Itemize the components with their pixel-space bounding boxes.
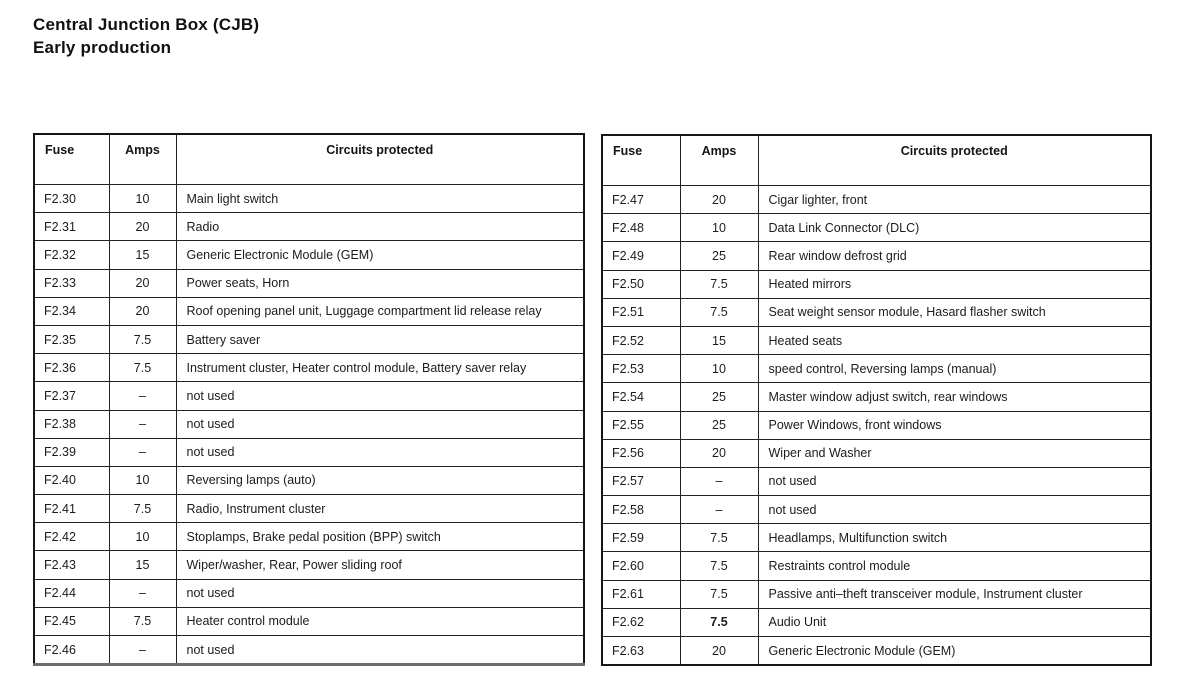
fuse-cell: F2.53 (602, 355, 680, 383)
fuse-cell: F2.59 (602, 524, 680, 552)
amps-cell: 20 (680, 637, 758, 666)
circuit-cell: not used (176, 579, 584, 607)
circuit-cell: Heater control module (176, 607, 584, 635)
table-row (602, 467, 1151, 495)
circuit-cell: Instrument cluster, Heater control module, Battery saver relay (176, 354, 584, 382)
circuit-cell: Heated seats (758, 326, 1151, 354)
circuit-cell: Heated mirrors (758, 270, 1151, 298)
circuit-cell: Stoplamps, Brake pedal position (BPP) switch (176, 523, 584, 551)
table-row (34, 325, 584, 353)
fuse-cell: F2.55 (602, 411, 680, 439)
amps-cell: 10 (680, 355, 758, 383)
fuse-cell: F2.41 (34, 495, 109, 523)
amps-cell: 15 (109, 241, 176, 269)
amps-cell: – (109, 410, 176, 438)
table-row (34, 354, 584, 382)
table-row (602, 608, 1151, 636)
amps-cell: 10 (109, 466, 176, 494)
amps-cell: 7.5 (109, 607, 176, 635)
page-title-line1: Central Junction Box (CJB) (33, 15, 260, 34)
circuit-cell: not used (758, 496, 1151, 524)
table-row (34, 466, 584, 494)
table-row (602, 496, 1151, 524)
page-title-line2: Early production (33, 38, 172, 57)
amps-cell: 7.5 (680, 552, 758, 580)
amps-cell: 7.5 (109, 325, 176, 353)
fuse-cell: F2.34 (34, 297, 109, 325)
circuit-cell: not used (176, 438, 584, 466)
fuse-cell: F2.58 (602, 496, 680, 524)
amps-cell: 7.5 (109, 495, 176, 523)
circuit-cell: not used (176, 636, 584, 665)
amps-cell: – (109, 636, 176, 665)
table-row (34, 579, 584, 607)
table-row (602, 242, 1151, 270)
table-row (34, 269, 584, 297)
column-header-fuse: Fuse (34, 134, 109, 185)
circuit-cell: Radio (176, 213, 584, 241)
fuse-table-right (601, 134, 1152, 666)
table-row (602, 298, 1151, 326)
circuit-cell: Roof opening panel unit, Luggage compartment lid release relay (176, 297, 584, 325)
circuit-cell: not used (758, 467, 1151, 495)
fuse-cell: F2.35 (34, 325, 109, 353)
circuit-cell: Reversing lamps (auto) (176, 466, 584, 494)
table-row (602, 355, 1151, 383)
fuse-cell: F2.40 (34, 466, 109, 494)
column-header-fuse: Fuse (602, 135, 680, 186)
table-row (34, 241, 584, 269)
amps-cell: 20 (680, 439, 758, 467)
amps-cell: 7.5 (680, 524, 758, 552)
circuit-cell: Audio Unit (758, 608, 1151, 636)
circuit-cell: Passive anti–theft transceiver module, Instrument cluster (758, 580, 1151, 608)
circuit-cell: Master window adjust switch, rear windows (758, 383, 1151, 411)
circuit-cell: Main light switch (176, 185, 584, 213)
circuit-cell: Power seats, Horn (176, 269, 584, 297)
circuit-cell: Generic Electronic Module (GEM) (758, 637, 1151, 666)
fuse-table-left (33, 133, 585, 666)
fuse-cell: F2.62 (602, 608, 680, 636)
circuit-cell: Radio, Instrument cluster (176, 495, 584, 523)
circuit-cell: Data Link Connector (DLC) (758, 214, 1151, 242)
fuse-cell: F2.33 (34, 269, 109, 297)
header-row (34, 134, 584, 185)
table-row (34, 636, 584, 665)
fuse-cell: F2.38 (34, 410, 109, 438)
table-row (602, 214, 1151, 242)
fuse-cell: F2.46 (34, 636, 109, 665)
fuse-cell: F2.32 (34, 241, 109, 269)
fuse-cell: F2.30 (34, 185, 109, 213)
fuse-cell: F2.42 (34, 523, 109, 551)
fuse-cell: F2.61 (602, 580, 680, 608)
amps-cell: 7.5 (680, 270, 758, 298)
table-row (34, 551, 584, 579)
circuit-cell: speed control, Reversing lamps (manual) (758, 355, 1151, 383)
page-title (33, 13, 259, 59)
amps-cell: 15 (109, 551, 176, 579)
table-row (602, 383, 1151, 411)
amps-cell: – (680, 496, 758, 524)
circuit-cell: Wiper/washer, Rear, Power sliding roof (176, 551, 584, 579)
table-row (602, 270, 1151, 298)
amps-cell: 7.5 (680, 608, 758, 636)
amps-cell: 20 (109, 269, 176, 297)
header-row (602, 135, 1151, 186)
amps-cell: – (109, 438, 176, 466)
amps-cell: – (109, 579, 176, 607)
table-row (34, 410, 584, 438)
fuse-cell: F2.50 (602, 270, 680, 298)
amps-cell: 10 (109, 185, 176, 213)
fuse-cell: F2.57 (602, 467, 680, 495)
fuse-cell: F2.49 (602, 242, 680, 270)
table-row (34, 495, 584, 523)
amps-cell: 7.5 (680, 298, 758, 326)
amps-cell: 20 (109, 213, 176, 241)
table-row (34, 607, 584, 635)
table-row (602, 326, 1151, 354)
table-row (34, 213, 584, 241)
circuit-cell: Generic Electronic Module (GEM) (176, 241, 584, 269)
circuit-cell: Headlamps, Multifunction switch (758, 524, 1151, 552)
circuit-cell: Wiper and Washer (758, 439, 1151, 467)
amps-cell: 20 (109, 297, 176, 325)
fuse-cell: F2.51 (602, 298, 680, 326)
fuse-cell: F2.43 (34, 551, 109, 579)
amps-cell: – (109, 382, 176, 410)
circuit-cell: Cigar lighter, front (758, 186, 1151, 214)
circuit-cell: Power Windows, front windows (758, 411, 1151, 439)
table-row (602, 439, 1151, 467)
circuit-cell: Restraints control module (758, 552, 1151, 580)
amps-cell: – (680, 467, 758, 495)
fuse-cell: F2.54 (602, 383, 680, 411)
column-header-amps: Amps (680, 135, 758, 186)
amps-cell: 7.5 (680, 580, 758, 608)
table-row (602, 552, 1151, 580)
table-row (602, 411, 1151, 439)
table-row (602, 637, 1151, 666)
fuse-cell: F2.31 (34, 213, 109, 241)
column-header-circuits: Circuits protected (758, 135, 1151, 186)
amps-cell: 10 (680, 214, 758, 242)
fuse-cell: F2.48 (602, 214, 680, 242)
fuse-cell: F2.37 (34, 382, 109, 410)
amps-cell: 7.5 (109, 354, 176, 382)
amps-cell: 15 (680, 326, 758, 354)
table-row (34, 185, 584, 213)
fuse-cell: F2.52 (602, 326, 680, 354)
fuse-cell: F2.56 (602, 439, 680, 467)
circuit-cell: not used (176, 382, 584, 410)
table-row (34, 297, 584, 325)
fuse-cell: F2.45 (34, 607, 109, 635)
column-header-circuits: Circuits protected (176, 134, 584, 185)
fuse-cell: F2.63 (602, 637, 680, 666)
amps-cell: 25 (680, 242, 758, 270)
column-header-amps: Amps (109, 134, 176, 185)
amps-cell: 20 (680, 186, 758, 214)
table-row (602, 186, 1151, 214)
amps-cell: 10 (109, 523, 176, 551)
fuse-cell: F2.44 (34, 579, 109, 607)
fuse-cell: F2.47 (602, 186, 680, 214)
circuit-cell: Battery saver (176, 325, 584, 353)
amps-cell: 25 (680, 411, 758, 439)
table-row (602, 580, 1151, 608)
circuit-cell: Seat weight sensor module, Hasard flasher switch (758, 298, 1151, 326)
table-row (34, 523, 584, 551)
amps-cell: 25 (680, 383, 758, 411)
fuse-cell: F2.36 (34, 354, 109, 382)
circuit-cell: Rear window defrost grid (758, 242, 1151, 270)
fuse-cell: F2.39 (34, 438, 109, 466)
table-row (602, 524, 1151, 552)
circuit-cell: not used (176, 410, 584, 438)
fuse-cell: F2.60 (602, 552, 680, 580)
table-row (34, 382, 584, 410)
table-row (34, 438, 584, 466)
